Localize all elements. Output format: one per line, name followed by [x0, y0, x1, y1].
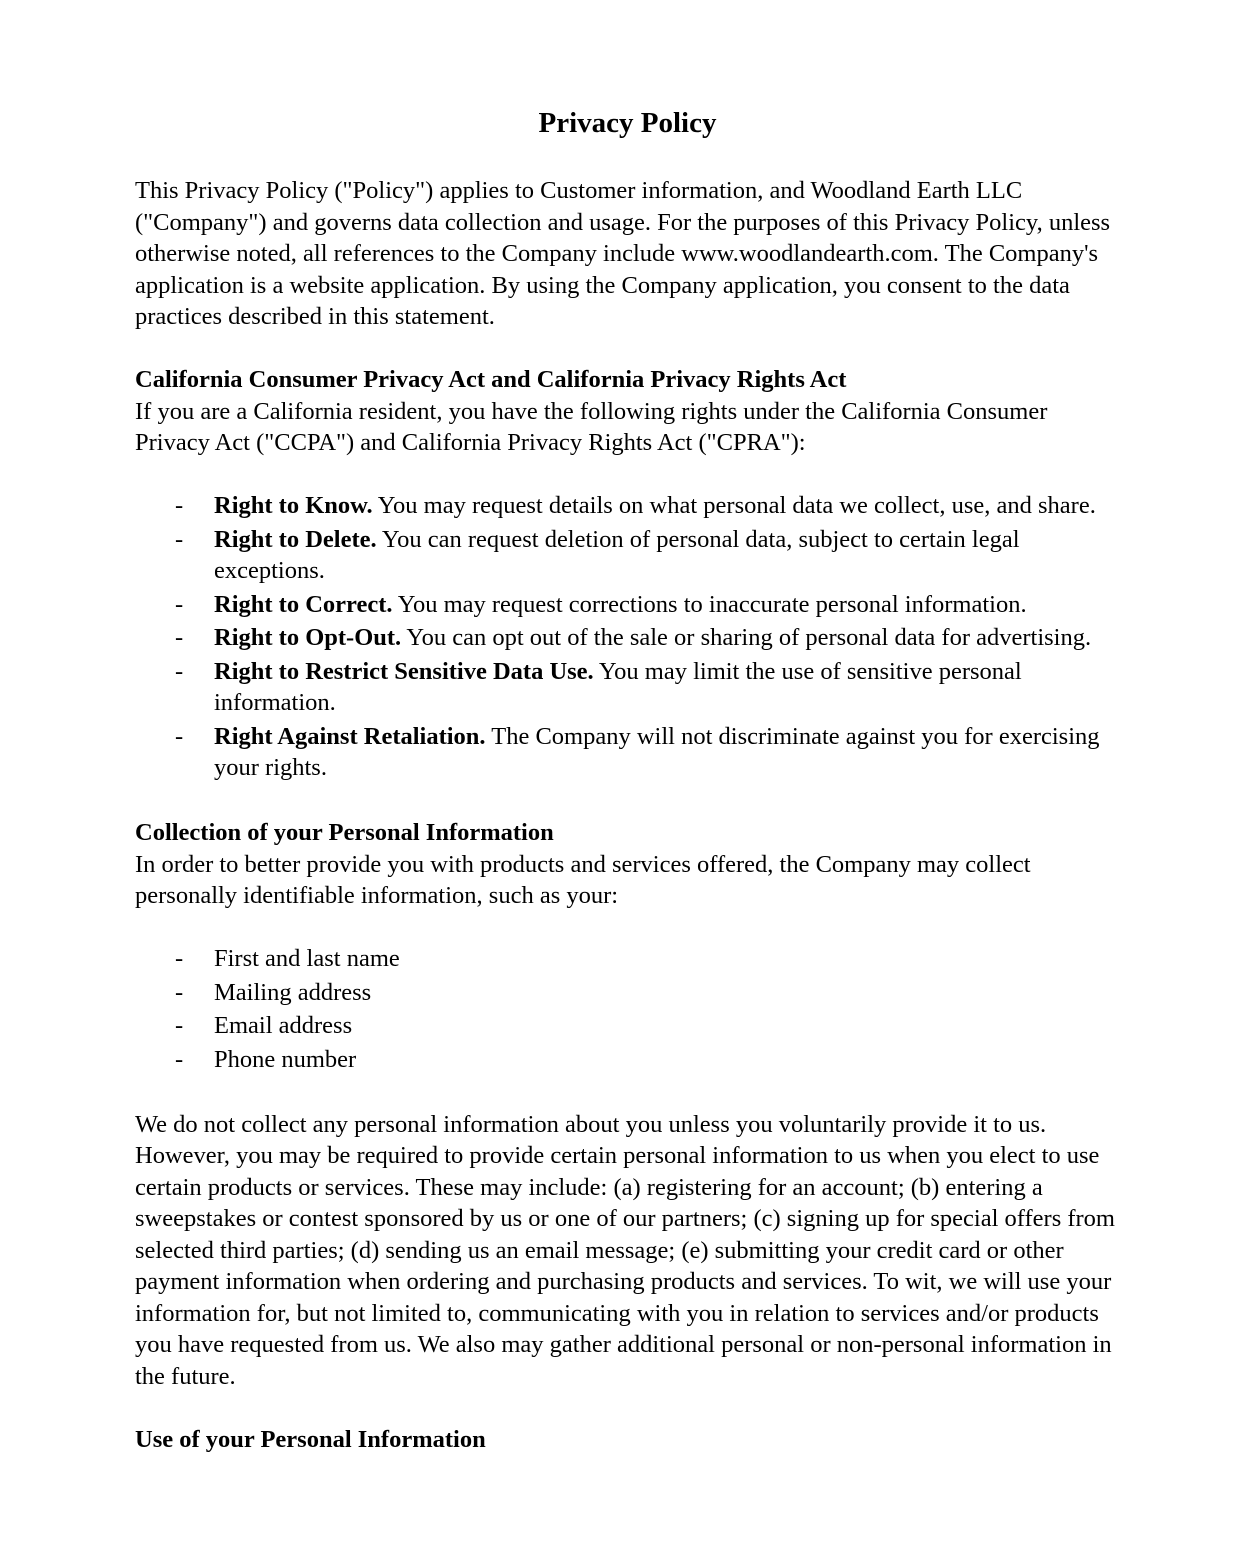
list-item	[135, 490, 1120, 522]
right-label: Right to Know.	[214, 492, 373, 519]
dash-bullet: -	[175, 945, 184, 972]
page-title: Privacy Policy	[538, 107, 717, 139]
list-item-text: Email address	[214, 1012, 353, 1039]
list-item	[135, 524, 1120, 587]
list-item	[135, 1044, 1120, 1076]
spacer	[135, 786, 1120, 818]
dash-bullet: -	[175, 1012, 184, 1039]
document-page	[135, 103, 1120, 1455]
dash-bullet: -	[175, 590, 184, 618]
dash-bullet: -	[175, 624, 184, 651]
list-item	[135, 721, 1120, 784]
list-item-text: Phone number	[214, 1045, 357, 1073]
list-item	[135, 943, 1120, 975]
list-item-text: First and last name	[214, 945, 400, 972]
ccpa-heading: California Consumer Privacy Act and California Privacy Rights Act	[135, 366, 847, 393]
right-label: Right to Correct.	[214, 590, 393, 618]
dash-bullet: -	[175, 978, 184, 1006]
right-label: Right to Delete.	[214, 525, 377, 553]
collection-details-paragraph: We do not collect any personal information about you unless you voluntarily provide it to us. However, you may be required to provide certain personal information to us when you elect to use certain products or services. These may include: (a) registering for an account; (b) entering a sweepstakes or contest sponsored by us or one of our partners; (c) signing up for special offers from selected third parties; (d) sending us an email message; (e) submitting your credit card or other payment information when ordering and purchasing products and services. To wit, we will use your information for, but not limited to, communicating with you in relation to services and/or products you have requested from us. We also may gather additional personal or non-personal information in the future.	[135, 1110, 1115, 1390]
dash-bullet: -	[175, 492, 184, 519]
right-text: You can request deletion of personal data, subject to certain legal exceptions.	[214, 525, 1020, 584]
right-text: You may request corrections to inaccurate personal information.	[392, 590, 1027, 618]
collected-info-list	[135, 943, 1120, 1075]
spacer	[135, 1392, 1120, 1424]
spacer	[135, 1077, 1120, 1109]
list-item	[135, 656, 1120, 719]
right-text: The Company will not discriminate against you for exercising your rights.	[214, 722, 1100, 781]
right-label: Right to Opt-Out.	[214, 624, 402, 651]
collection-heading: Collection of your Personal Information	[135, 819, 554, 846]
list-item-text: Mailing address	[214, 978, 372, 1006]
list-item	[135, 622, 1120, 654]
spacer	[135, 333, 1120, 365]
right-label: Right to Restrict Sensitive Data Use.	[214, 657, 594, 685]
list-item	[135, 1010, 1120, 1042]
spacer	[135, 459, 1120, 491]
right-text: You may request details on what personal data we collect, use, and share.	[372, 492, 1096, 519]
list-item	[135, 977, 1120, 1009]
right-text: You can opt out of the sale or sharing of personal data for advertising.	[401, 624, 1092, 651]
intro-paragraph: This Privacy Policy ("Policy") applies to Customer information, and Woodland Earth LLC ("Company") and governs data collection and usage. For the purposes of this Privacy Policy, unless otherwise noted, all references to the Company include www.woodlandearth.com. The Company's application is a website application. By using the Company application, you consent to the data practices described in this statement.	[135, 177, 1111, 330]
ccpa-paragraph: If you are a California resident, you have the following rights under the California Consumer Privacy Act ("CCPA") and California Privacy Rights Act ("CPRA"):	[135, 397, 1048, 456]
rights-list	[135, 490, 1120, 784]
collection-paragraph: In order to better provide you with products and services offered, the Company may collect personally identifiable information, such as your:	[135, 850, 1031, 909]
dash-bullet: -	[175, 657, 184, 685]
dash-bullet: -	[175, 525, 184, 553]
use-heading: Use of your Personal Information	[135, 1425, 486, 1453]
right-label: Right Against Retaliation.	[214, 722, 486, 750]
dash-bullet: -	[175, 722, 184, 750]
list-item	[135, 589, 1120, 621]
right-text: You may limit the use of sensitive personal information.	[214, 657, 1022, 716]
spacer	[135, 912, 1120, 944]
dash-bullet: -	[175, 1045, 184, 1073]
